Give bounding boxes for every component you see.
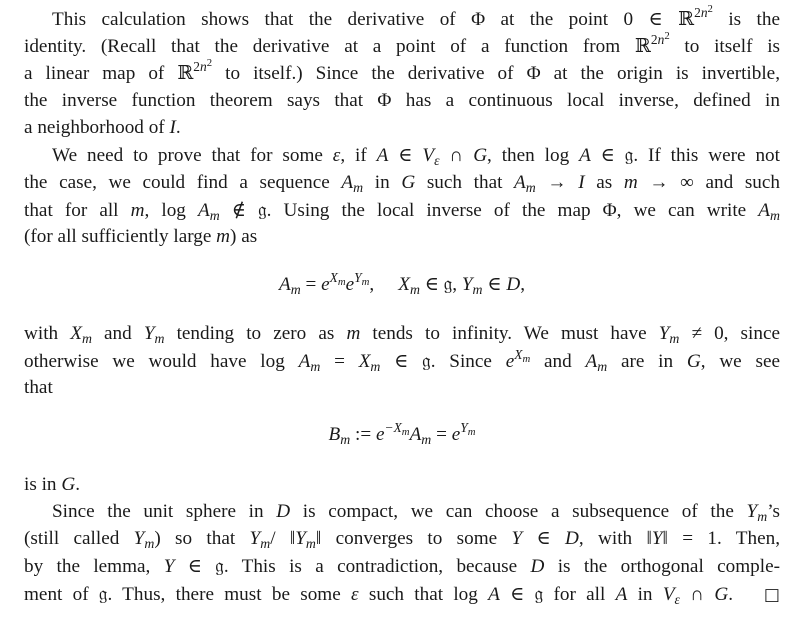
text-line: that for all m, $\log A_m$ ∉ 𝔤. Using the local inverse of the map Φ, we can write $A_m$ bbox=[24, 197, 780, 223]
paragraph-4: is in G. bbox=[24, 474, 80, 496]
text-line: ment of 𝔤. Thus, there must be some ε such that log A ∈ 𝔤 for all A in $V_\varepsilon$ ∩ G. □ bbox=[24, 581, 780, 607]
paragraph-5 bbox=[24, 498, 780, 606]
text-line: that bbox=[24, 377, 53, 399]
text-line: Since the unit sphere in D is compact, we can choose a subsequence of the $Y_m’s$ bbox=[52, 501, 780, 525]
text-line: a linear map of ℝ$^{2n^2}$ to itself.) Since the derivative of Φ at the origin is invertible, bbox=[24, 57, 780, 85]
paragraph-1 bbox=[24, 2, 780, 141]
text-line: We need to prove that for some ε, if A ∈ $V_\varepsilon$ ∩ G, then log A ∈ 𝔤. If this were not bbox=[52, 143, 780, 169]
text-line: (still called $Y_m$) so that $Y_m/$ $‖Y_m‖$ converges to some Y ∈ D, with ‖Y‖ = 1. Then, bbox=[24, 528, 780, 552]
qed-square-icon: □ bbox=[763, 584, 780, 605]
text-line: by the lemma, Y ∈ 𝔤. This is a contradiction, because D is the orthogonal comple- bbox=[24, 554, 780, 578]
text-line: with $X_m$ and $Y_m$ tending to zero as m tends to infinity. We must have $Y_m \ne 0$, since bbox=[24, 322, 780, 346]
text-line: identity. (Recall that the derivative at a point of a function from ℝ$^{2n^2}$ to itself is bbox=[24, 29, 780, 58]
paragraph-3 bbox=[24, 320, 780, 401]
text-line: the case, we could find a sequence $A_m$ in G such that $A_m \to I$ as m → ∞ and such bbox=[24, 171, 780, 195]
text-line: the inverse function theorem says that Φ has a continuous local inverse, defined in bbox=[24, 90, 780, 112]
text-line: (for all sufficiently large m) as bbox=[24, 225, 258, 247]
proof-text bbox=[24, 2, 780, 607]
text-line: a neighborhood of I. bbox=[24, 117, 181, 139]
paragraph-2 bbox=[24, 141, 780, 249]
equation-1: $A_m = e^{X_m}e^{Y_m}$, $X_m$ ∈ 𝔤, $Y_m$ ∈ D, bbox=[278, 269, 525, 297]
equation-2: $B_m$ := $e^{-X_m}A_m = e^{Y_m}$ bbox=[328, 419, 476, 448]
text-line: This calculation shows that the derivative of Φ at the point 0 ∈ ℝ$^{2n^2}$ is the bbox=[52, 2, 780, 30]
text-line: otherwise we would have $\log A_m = X_m$ ∈ 𝔤. Since $e^{X_m}$ and $A_m$ are in G, we see bbox=[24, 346, 780, 375]
